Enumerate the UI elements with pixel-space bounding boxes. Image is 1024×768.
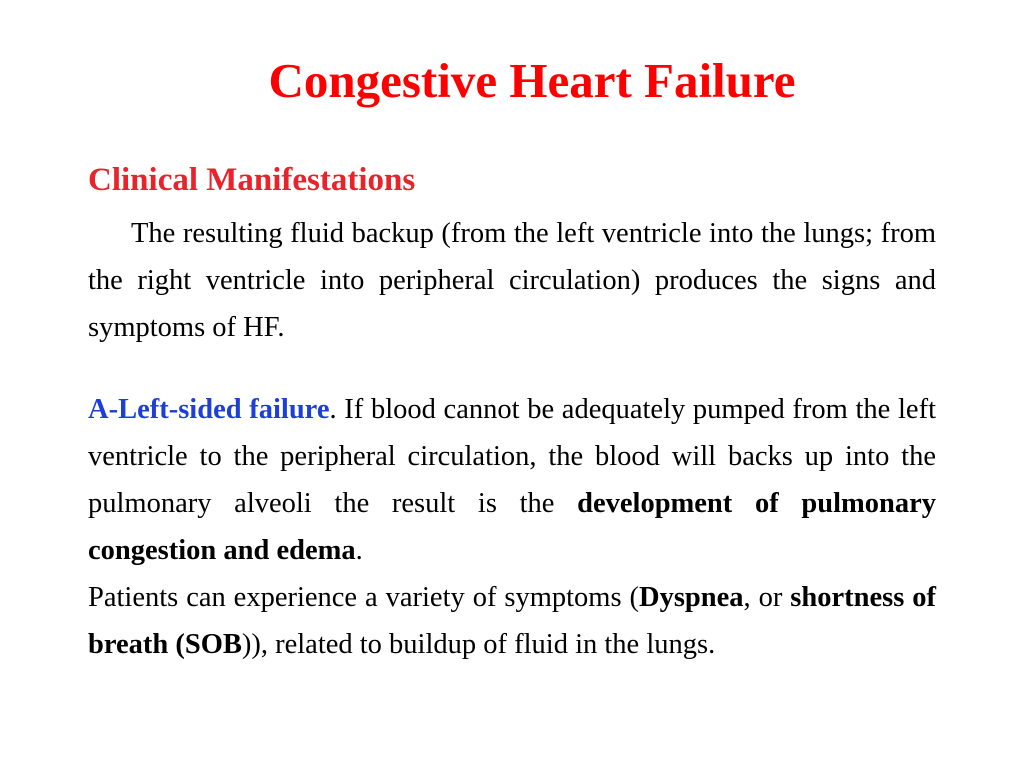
symptoms-paragraph — [88, 574, 936, 668]
left-sided-failure-term: A-Left-sided failure — [88, 394, 330, 425]
left-sided-failure-paragraph — [88, 386, 936, 574]
sob-term: shortness of breath (SOB — [88, 582, 936, 660]
symptoms-text-start: Patients can experience a variety of symptoms ( — [88, 582, 639, 613]
slide-title: Congestive Heart Failure — [268, 53, 796, 108]
dyspnea-term: Dyspnea — [639, 582, 744, 613]
pulmonary-congestion-result: development of pulmonary congestion and edema — [88, 488, 936, 566]
symptoms-text-end: )), related to buildup of fluid in the lungs. — [241, 629, 716, 660]
symptoms-text-or: , or — [743, 582, 791, 613]
left-sided-failure-text: . If blood cannot be adequately pumped from the left ventricle to the peripheral circulation, the blood will backs up into the pulmonary alveoli the result is the — [88, 394, 936, 519]
left-sided-failure-end: . — [355, 535, 363, 566]
section-heading: Clinical Manifestations — [88, 162, 416, 198]
intro-paragraph: The resulting fluid backup (from the left ventricle into the lungs; from the right ventricle into peripheral circulation) produces the signs and symptoms of HF. — [88, 218, 936, 343]
